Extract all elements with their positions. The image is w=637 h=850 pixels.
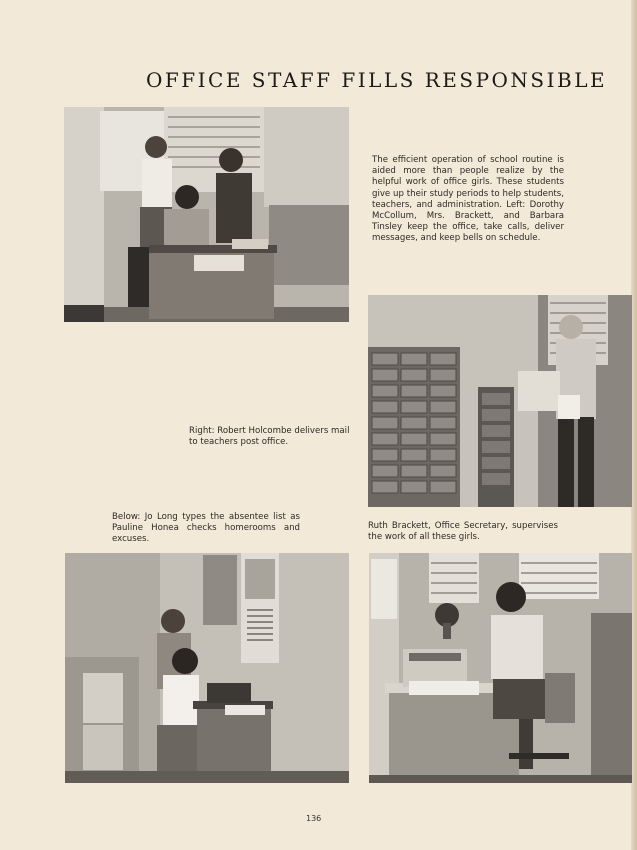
caption-below: Below: Jo Long types the absentee list as Pauline Honea checks homerooms and excuses. bbox=[112, 512, 300, 545]
photo-office-desk bbox=[64, 107, 349, 322]
page-number: 136 bbox=[306, 814, 322, 823]
caption-secretary: Ruth Brackett, Office Secretary, supervises the work of all these girls. bbox=[368, 521, 558, 543]
page-headline: OFFICE STAFF FILLS RESPONSIBLE bbox=[146, 68, 608, 92]
caption-right: Right: Robert Holcombe delivers mail to teachers post office. bbox=[189, 426, 350, 448]
photo-mail-delivery bbox=[368, 295, 632, 507]
photo-secretary bbox=[369, 553, 632, 783]
photo-typing bbox=[65, 553, 349, 783]
caption-intro: The efficient operation of school routine is aided more than people realize by the helpful work of office girls. These students give up their study periods to help students, teachers, and administration. Left: Dorothy McCollum, Mrs. Brackett, and Barbara Tinsley keep the office, take calls, deliver messages, and keep bells on schedule. bbox=[372, 155, 564, 244]
